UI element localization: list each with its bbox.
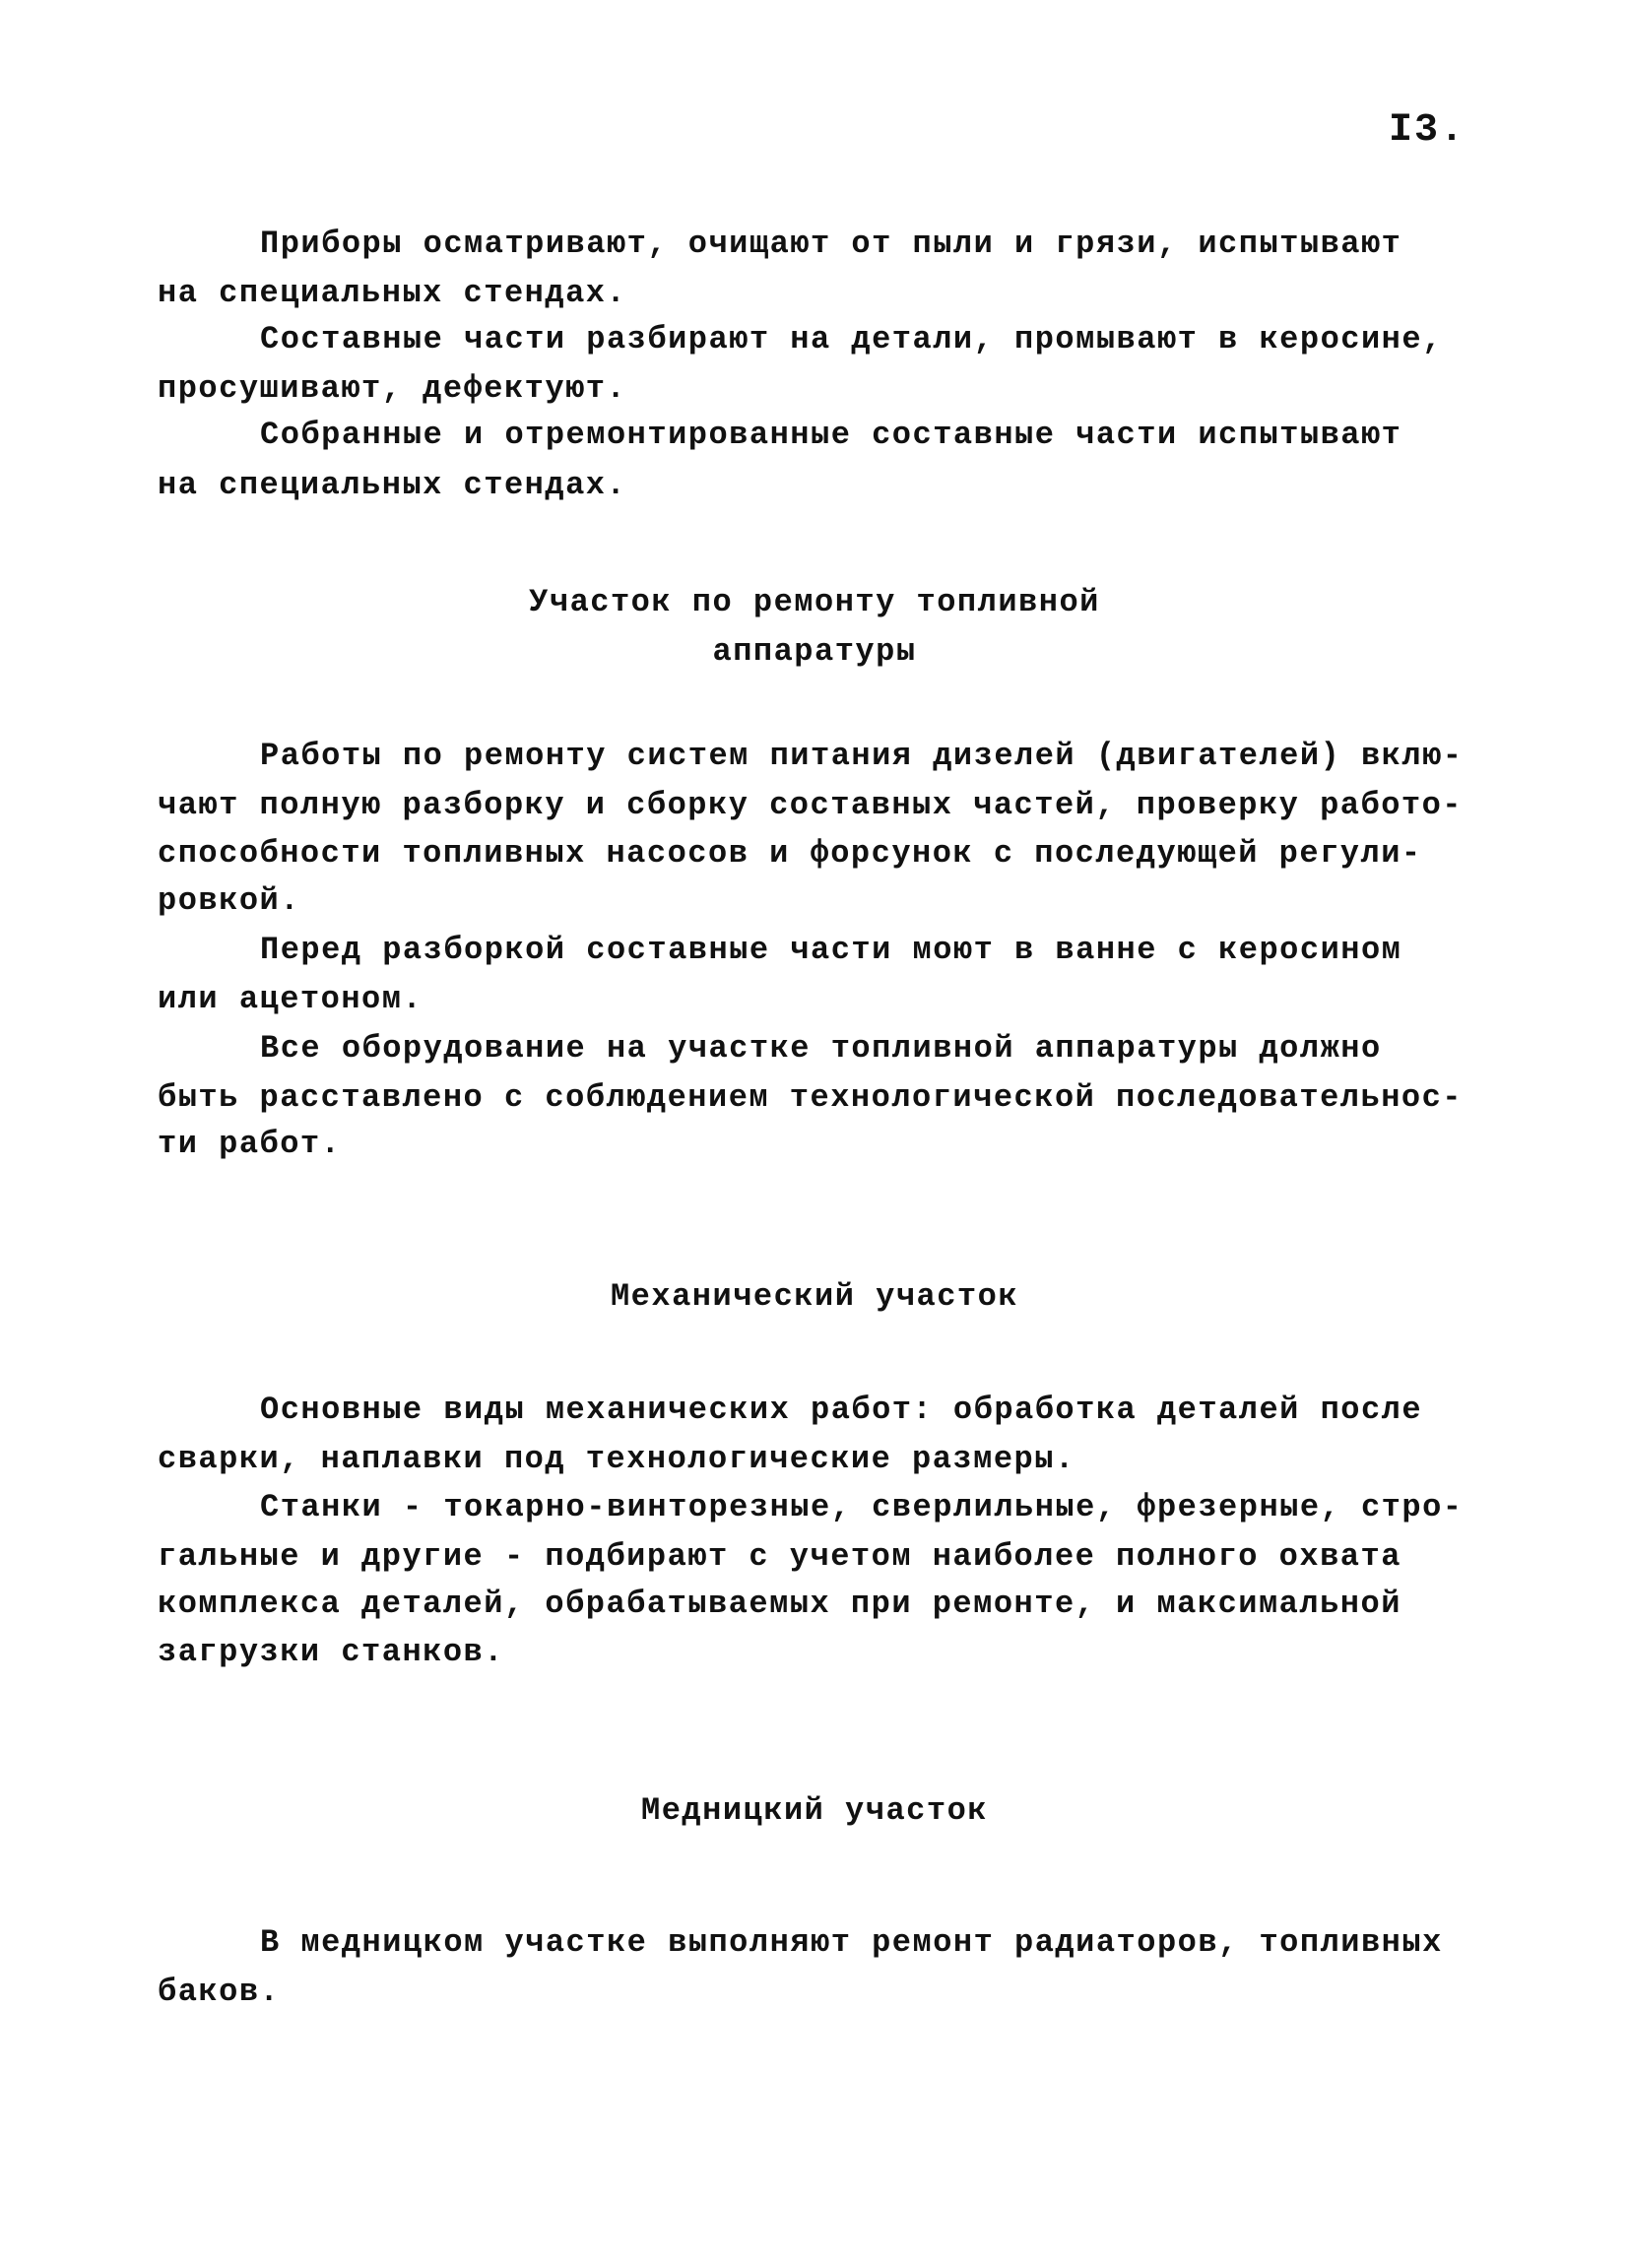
paragraph-line: комплекса деталей, обрабатываемых при ремонте, и максимальной bbox=[158, 1586, 1401, 1622]
paragraph-line: загрузки станков. bbox=[158, 1634, 504, 1670]
page-number: I3. bbox=[1389, 108, 1466, 153]
section-heading: аппаратуры bbox=[712, 633, 917, 670]
paragraph-line: В медницком участке выполняют ремонт радиаторов, топливных bbox=[260, 1924, 1443, 1961]
paragraph-line: ти работ. bbox=[158, 1126, 342, 1162]
paragraph-line: Составные части разбирают на детали, промывают в керосине, bbox=[260, 321, 1443, 357]
paragraph-line: Перед разборкой составные части моют в ванне с керосином bbox=[260, 932, 1402, 968]
paragraph-line: Основные виды механических работ: обработка деталей после bbox=[260, 1392, 1423, 1428]
paragraph-line: Станки - токарно-винторезные, сверлильные, фрезерные, стро- bbox=[260, 1489, 1464, 1525]
paragraph-line: быть расставлено с соблюдением технологической последовательнос- bbox=[158, 1079, 1463, 1116]
paragraph-line: на специальных стендах. bbox=[158, 275, 627, 311]
paragraph-line: чают полную разборку и сборку составных частей, проверку работо- bbox=[158, 787, 1463, 823]
section-heading: Участок по ремонту топливной bbox=[529, 584, 1100, 620]
paragraph-line: ровкой. bbox=[158, 882, 300, 919]
section-heading: Медницкий участок bbox=[641, 1792, 988, 1829]
section-heading: Механический участок bbox=[610, 1278, 1019, 1315]
paragraph-line: Все оборудование на участке топливной аппаратуры должно bbox=[260, 1030, 1382, 1067]
paragraph-line: или ацетоном. bbox=[158, 981, 424, 1017]
paragraph-line: Приборы осматривают, очищают от пыли и грязи, испытывают bbox=[260, 226, 1402, 262]
paragraph-line: Работы по ремонту систем питания дизелей (двигателей) вклю- bbox=[260, 738, 1464, 774]
paragraph-line: просушивают, дефектуют. bbox=[158, 370, 627, 407]
paragraph-line: Собранные и отремонтированные составные части испытывают bbox=[260, 417, 1402, 453]
paragraph-line: баков. bbox=[158, 1974, 281, 2010]
paragraph-line: гальные и другие - подбирают с учетом наиболее полного охвата bbox=[158, 1538, 1401, 1575]
paragraph-line: способности топливных насосов и форсунок с последующей регули- bbox=[158, 835, 1422, 872]
paragraph-line: на специальных стендах. bbox=[158, 467, 627, 503]
paragraph-line: сварки, наплавки под технологические размеры. bbox=[158, 1441, 1075, 1477]
